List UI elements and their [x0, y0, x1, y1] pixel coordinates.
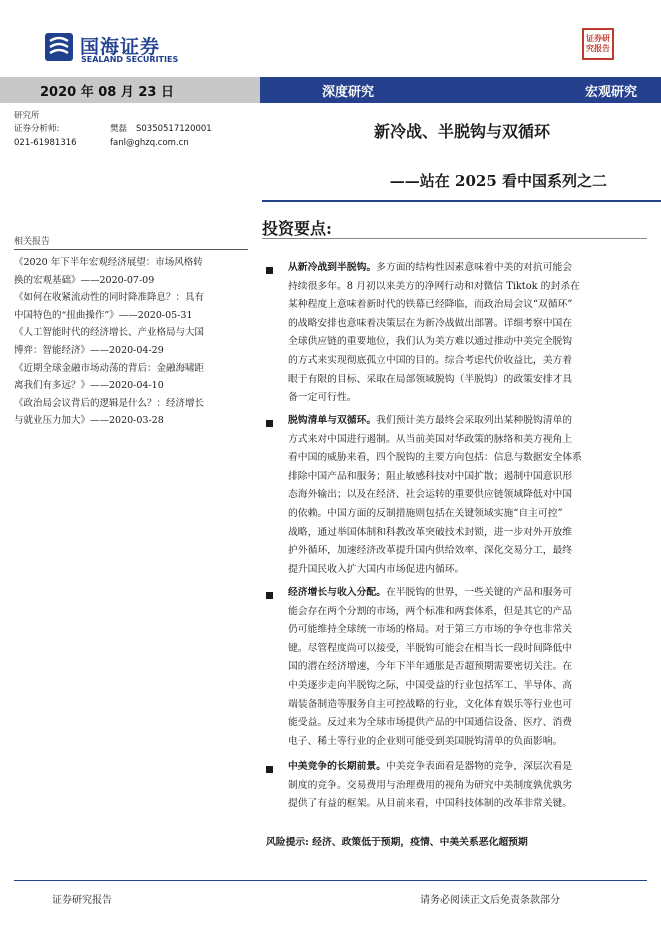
- report-type-block: [260, 77, 661, 103]
- research-dept: 研究所: [14, 111, 40, 121]
- analyst-email[interactable]: fanl@ghzq.com.cn: [110, 138, 189, 148]
- related-line[interactable]: 《政治局会议背后的逻辑是什么？：经济增长: [14, 397, 205, 409]
- key-point-heading: 中美竞争的长期前景。: [288, 761, 386, 772]
- key-point-line: 的方式来实现彻底孤立中国的目的。综合考虑代价收益比，美方着: [288, 354, 573, 366]
- related-line[interactable]: 换的宏观基础》——2020-07-09: [14, 274, 155, 286]
- key-point-text: 中美竞争表面看是器物的竞争，深层次看是: [385, 761, 573, 772]
- related-line[interactable]: 与就业压力加大》——2020-03-28: [14, 415, 164, 427]
- investment-divider: [262, 238, 647, 239]
- bullet-icon: [266, 766, 273, 773]
- key-point-text: 我们预计美方最终会采取列出某种脱钩清单的: [376, 415, 573, 426]
- report-date: 2020 年 08 月 23 日: [40, 85, 174, 100]
- related-line[interactable]: 《如何在收紧流动性的同时降准降息？：具有: [14, 292, 205, 304]
- key-point-1: [288, 259, 634, 408]
- key-point-text: 在半脱钩的世界，一些关键的产品和服务可: [385, 587, 573, 598]
- analyst-phone: 021-61981316: [14, 138, 77, 148]
- key-point-line: 中美逐步走向半脱钩之际，中国受益的行业包括军工、半导体、高: [288, 679, 573, 691]
- key-point-line: 全球供应链的重要地位，我们认为美方难以通过推动中美完全脱钩: [288, 336, 573, 348]
- key-point-4: [288, 758, 634, 814]
- related-line[interactable]: 离我们有多远？》——2020-04-10: [14, 380, 164, 392]
- key-point-line: 态海外输出；以及在经济、社会运转的重要供应链领域降低对中国: [288, 489, 573, 501]
- key-point-line: 仍可能维持全球统一市场的格局。对于第三方市场的争夺也非常关: [288, 624, 573, 636]
- report-type: 深度研究: [322, 85, 375, 100]
- key-point-line: 持续很多年。8 月初以来美方的净网行动和对微信 Tiktok 的封杀在: [288, 280, 580, 292]
- key-point-line: 国的潜在经济增速，今年下半年通胀是否超预期需要密切关注。在: [288, 661, 573, 673]
- analyst-cert: S0350517120001: [136, 124, 212, 134]
- key-point-line: 能受益。反过来为全球市场提供产品的中国通信设备、医疗、消费: [288, 717, 573, 729]
- bullet-icon: [266, 592, 273, 599]
- related-line[interactable]: 博弈：智能经济》——2020-04-29: [14, 344, 164, 356]
- key-point-3: [288, 584, 634, 751]
- key-point-line: 键。尽管程度尚可以接受，半脱钩可能会在相当长一段时间降低中: [288, 642, 573, 654]
- date-block: [0, 77, 260, 103]
- key-point-line: 电子、稀土等行业的企业则可能受到美国脱钩清单的负面影响。: [288, 735, 563, 747]
- key-point-line: 的战略安排也意味着决策层在为新冷战做出部署。详细考察中国在: [288, 317, 573, 329]
- key-point-line: 制度的竞争。交易费用与治理费用的视角为研究中美制度孰优孰劣: [288, 779, 573, 791]
- key-point-heading: 脱钩清单与双循环。: [288, 415, 377, 426]
- footer-divider: [14, 880, 647, 881]
- title-divider: [262, 200, 661, 202]
- report-category: 宏观研究: [584, 85, 637, 100]
- related-line[interactable]: 中国特色的“扭曲操作”》——2020-05-31: [14, 309, 193, 321]
- related-reports-heading: 相关报告: [14, 237, 51, 247]
- footer-disclaimer: 请务必阅读正文后免责条款部分: [420, 895, 560, 906]
- key-point-line: 提升国民收入扩大国内市场促进内循环。: [288, 563, 465, 575]
- key-point-text: 多方面的结构性因素意味着中美的对抗可能会: [376, 262, 573, 273]
- analyst-name: 樊磊: [110, 124, 128, 134]
- key-point-line: 看中国的威胁来看，四个脱钩的主要方向包括：信息与数据安全体系: [288, 452, 582, 464]
- risk-text: 经济、政策低于预期，疫情、中美关系恶化超预期: [312, 837, 528, 848]
- key-point-line: 提供了有益的框架。从目前来看，中国科技体制的改革非常关键。: [288, 798, 573, 810]
- related-line[interactable]: 《人工智能时代的经济增长、产业格局与大国: [14, 327, 205, 339]
- related-reports-list: [14, 254, 252, 430]
- footer-left: 证券研究报告: [52, 895, 112, 906]
- key-point-line: 的依赖。中国方面的反制措施则包括在关键领域实施“自主可控”: [288, 507, 563, 519]
- key-point-line: 某种程度上意味着新时代的铁幕已经降临，而政治局会议“双循环”: [288, 299, 573, 311]
- key-point-line: 备一定可行性。: [288, 392, 357, 404]
- related-line[interactable]: 《2020 年下半年宏观经济展望：市场风格转: [14, 257, 203, 268]
- key-point-line: 护外循环，加速经济改革提升国内供给效率、深化交易分工，最终: [288, 545, 573, 557]
- logo-english-name: SEALAND SECURITIES: [81, 55, 179, 64]
- investment-heading: 投资要点:: [262, 219, 332, 238]
- analyst-title-label: 证券分析师:: [14, 124, 60, 134]
- risk-label: 风险提示:: [266, 837, 309, 848]
- key-point-2: [288, 412, 634, 579]
- key-point-line: 战略，通过举国体制和科教改革突破技术封锁，进一步对外开放维: [288, 526, 573, 538]
- key-point-line: 端装备制造等服务自主可控战略的行业，文化体育娱乐等行业也可: [288, 698, 573, 710]
- logo-chinese-name: 国海证券: [80, 36, 161, 58]
- report-stamp: [582, 28, 614, 60]
- related-divider: [14, 249, 248, 250]
- sealand-logo-icon: [44, 32, 74, 62]
- report-title: 新冷战、半脱钩与双循环: [373, 122, 550, 141]
- key-point-heading: 经济增长与收入分配。: [288, 587, 386, 598]
- bullet-icon: [266, 420, 273, 427]
- related-line[interactable]: 《近期全球金融市场动荡的背后：金融海啸距: [14, 362, 205, 374]
- key-point-heading: 从新冷战到半脱钩。: [288, 262, 377, 273]
- header-bar: [0, 77, 661, 103]
- bullet-icon: [266, 267, 273, 274]
- key-point-line: 方式来对中国进行遏制。从当前美国对华政策的脉络和美方视角上: [288, 433, 573, 445]
- stamp-text: 证券研究报告: [586, 33, 610, 53]
- company-logo: [44, 30, 194, 66]
- risk-warning: [266, 834, 528, 848]
- key-point-line: 能会存在两个分割的市场，两个标准和两套体系，但是其它的产品: [288, 605, 573, 617]
- key-point-line: 眼于有限的目标、采取在局部领域脱钩（半脱钩）的政策安排才具: [288, 373, 573, 385]
- report-subtitle: ——站在 2025 看中国系列之二: [389, 172, 607, 190]
- key-point-line: 排除中国产品和服务；阻止敏感科技对中国扩散；遏制中国意识形: [288, 470, 573, 482]
